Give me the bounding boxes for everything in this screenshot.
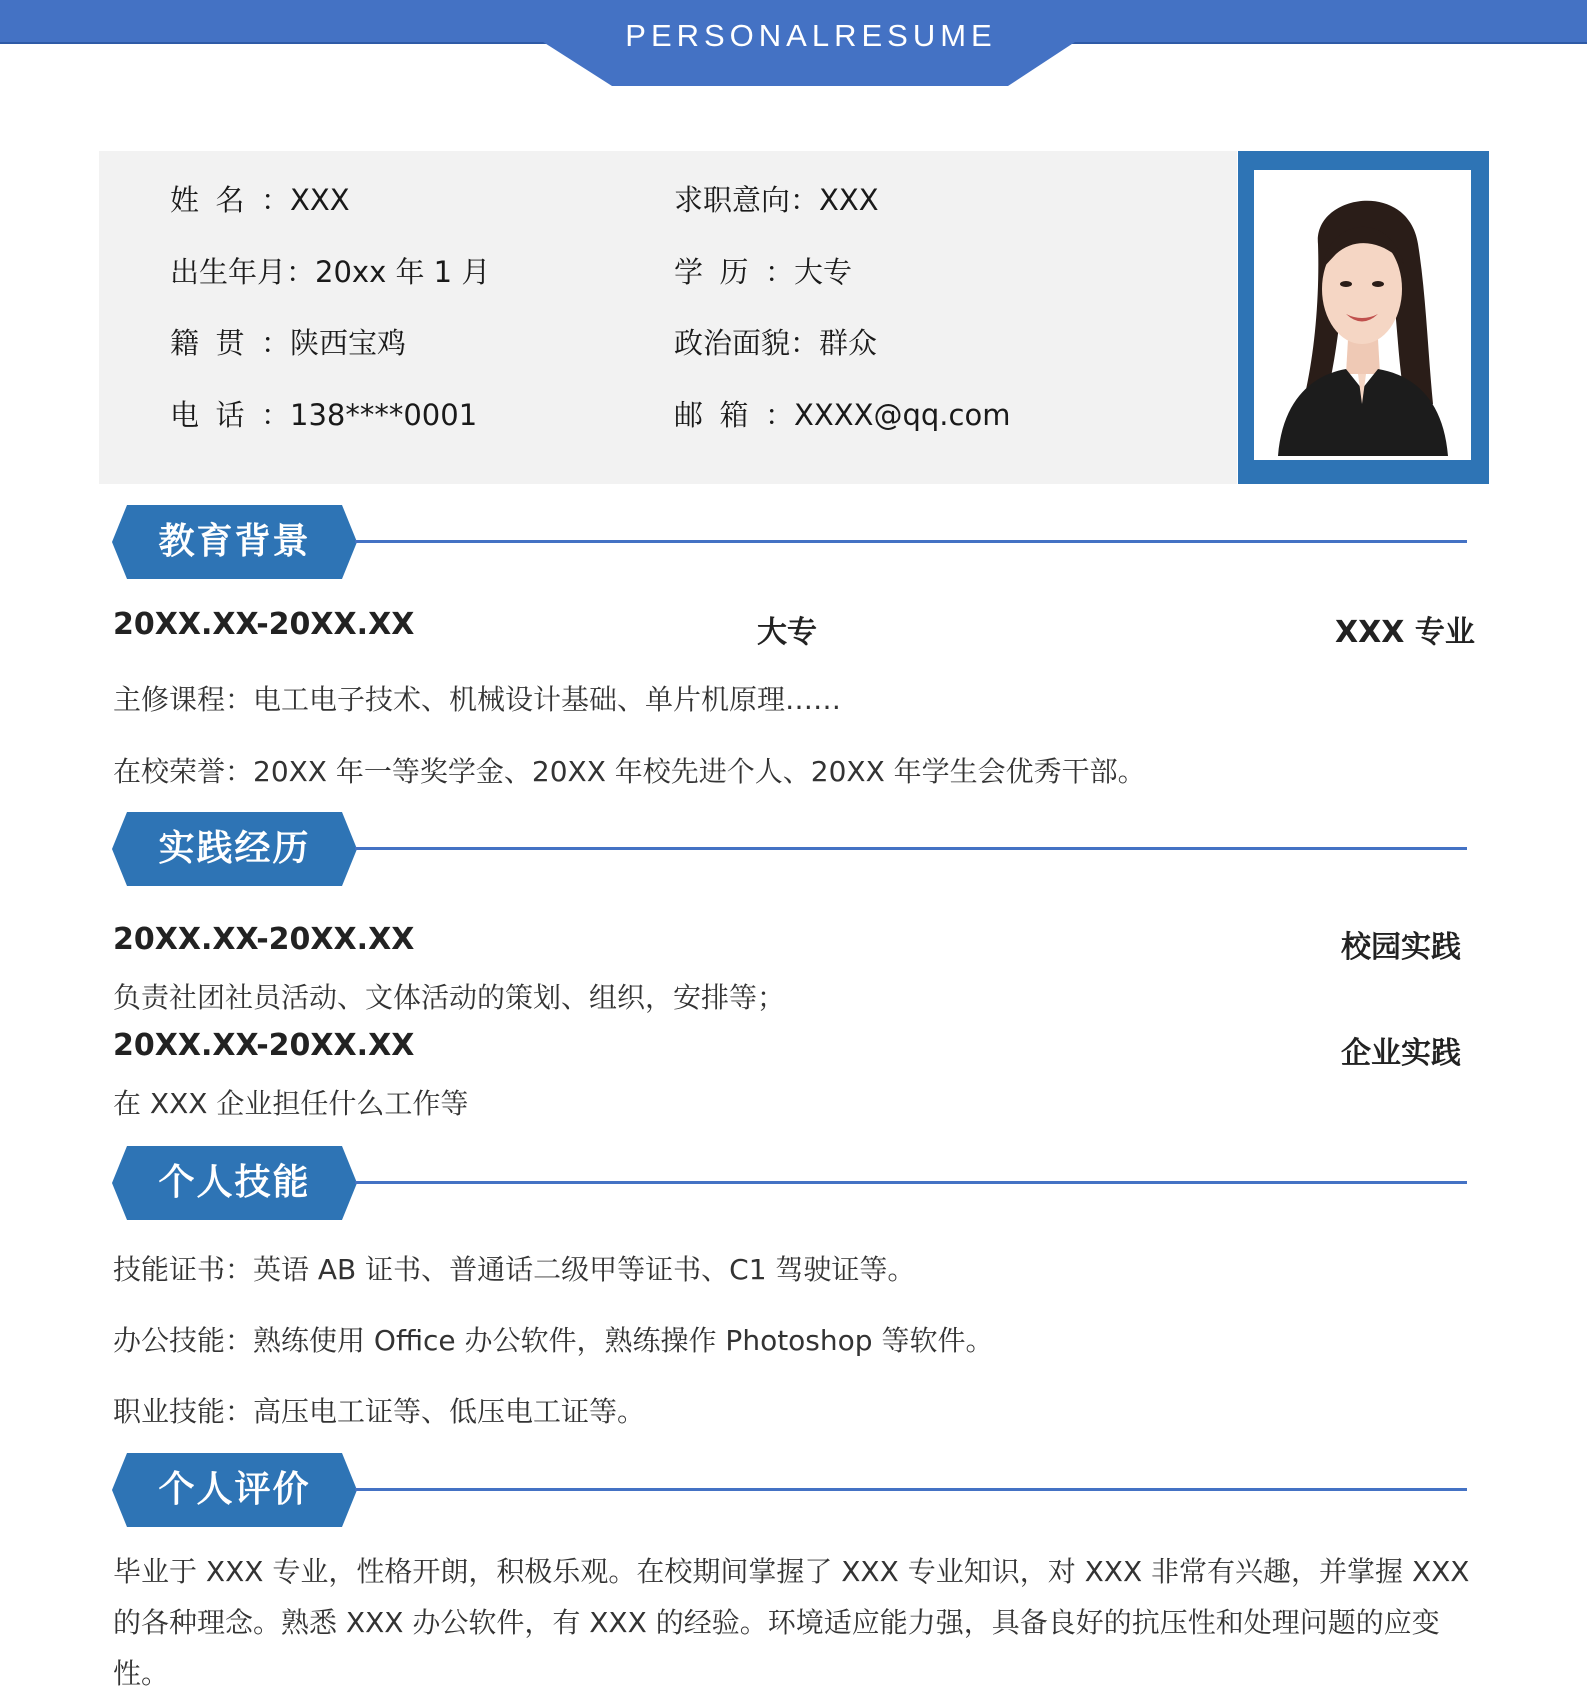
name-label: 姓名： xyxy=(170,183,290,217)
info-politics xyxy=(674,321,877,362)
practice-type: 校园实践 xyxy=(1341,930,1461,965)
info-birth xyxy=(170,250,490,291)
section-divider xyxy=(355,540,1467,543)
skills-cert: 技能证书：英语 AB 证书、普通话二级甲等证书、C1 驾驶证等。 xyxy=(113,1253,916,1286)
section-divider xyxy=(355,1488,1467,1491)
edu-value: 大专 xyxy=(794,255,853,289)
skills-career: 职业技能：高压电工证等、低压电工证等。 xyxy=(113,1395,646,1428)
edu-major: XXX 专业 xyxy=(1335,615,1475,650)
name-value: XXX xyxy=(290,183,350,217)
intent-label: 求职意向： xyxy=(674,183,820,217)
info-education xyxy=(674,250,852,291)
intent-value: XXX xyxy=(819,183,879,217)
politics-label: 政治面貌： xyxy=(674,326,820,360)
evaluation-text: 毕业于 XXX 专业，性格开朗，积极乐观。在校期间掌握了 XXX 专业知识，对 XXX 非常有兴趣，并掌握 XXX 的各种理念。熟悉 XXX 办公软件，有 XXX 的经验。环境适应能力强，具备良好的抗压性和处理问题的应变性。 xyxy=(113,1555,1470,1690)
practice-period: 20XX.XX-20XX.XX xyxy=(113,922,415,957)
edu-honors: 在校荣誉：20XX 年一等奖学金、20XX 年校先进个人、20XX 年学生会优秀干部。 xyxy=(113,755,1146,788)
native-value: 陕西宝鸡 xyxy=(290,326,407,360)
native-label: 籍贯： xyxy=(170,326,290,360)
section-title-education: 教育背景 xyxy=(158,521,311,562)
birth-label: 出生年月： xyxy=(170,255,316,289)
email-value: XXXX@qq.com xyxy=(794,398,1011,432)
section-divider xyxy=(355,847,1467,850)
edu-period: 20XX.XX-20XX.XX xyxy=(113,607,415,642)
birth-value: 20xx 年 1 月 xyxy=(315,255,491,289)
practice-desc: 负责社团社员活动、文体活动的策划、组织，安排等； xyxy=(113,981,786,1014)
skills-office: 办公技能：熟练使用 Office 办公软件，熟练操作 Photoshop 等软件。 xyxy=(113,1324,994,1357)
section-title-skills: 个人技能 xyxy=(158,1162,311,1203)
info-email xyxy=(674,393,1010,434)
section-divider xyxy=(355,1181,1467,1184)
practice-type: 企业实践 xyxy=(1341,1036,1461,1071)
info-phone xyxy=(170,393,477,434)
portrait-photo-icon xyxy=(1258,174,1467,456)
section-title-practice: 实践经历 xyxy=(158,828,311,869)
info-intent xyxy=(674,178,879,219)
info-name xyxy=(170,178,350,219)
edu-label: 学历： xyxy=(674,255,794,289)
practice-desc: 在 XXX 企业担任什么工作等 xyxy=(113,1087,469,1120)
edu-courses: 主修课程：电工电子技术、机械设计基础、单片机原理…… xyxy=(113,683,842,716)
politics-value: 群众 xyxy=(819,326,878,360)
phone-value: 138****0001 xyxy=(290,398,478,432)
banner-title: PERSONALRESUME xyxy=(625,18,997,53)
info-native xyxy=(170,321,406,362)
practice-period: 20XX.XX-20XX.XX xyxy=(113,1028,415,1063)
edu-degree: 大专 xyxy=(757,615,817,650)
email-label: 邮箱： xyxy=(674,398,794,432)
phone-label: 电话： xyxy=(170,398,290,432)
section-title-evaluation: 个人评价 xyxy=(158,1469,311,1510)
